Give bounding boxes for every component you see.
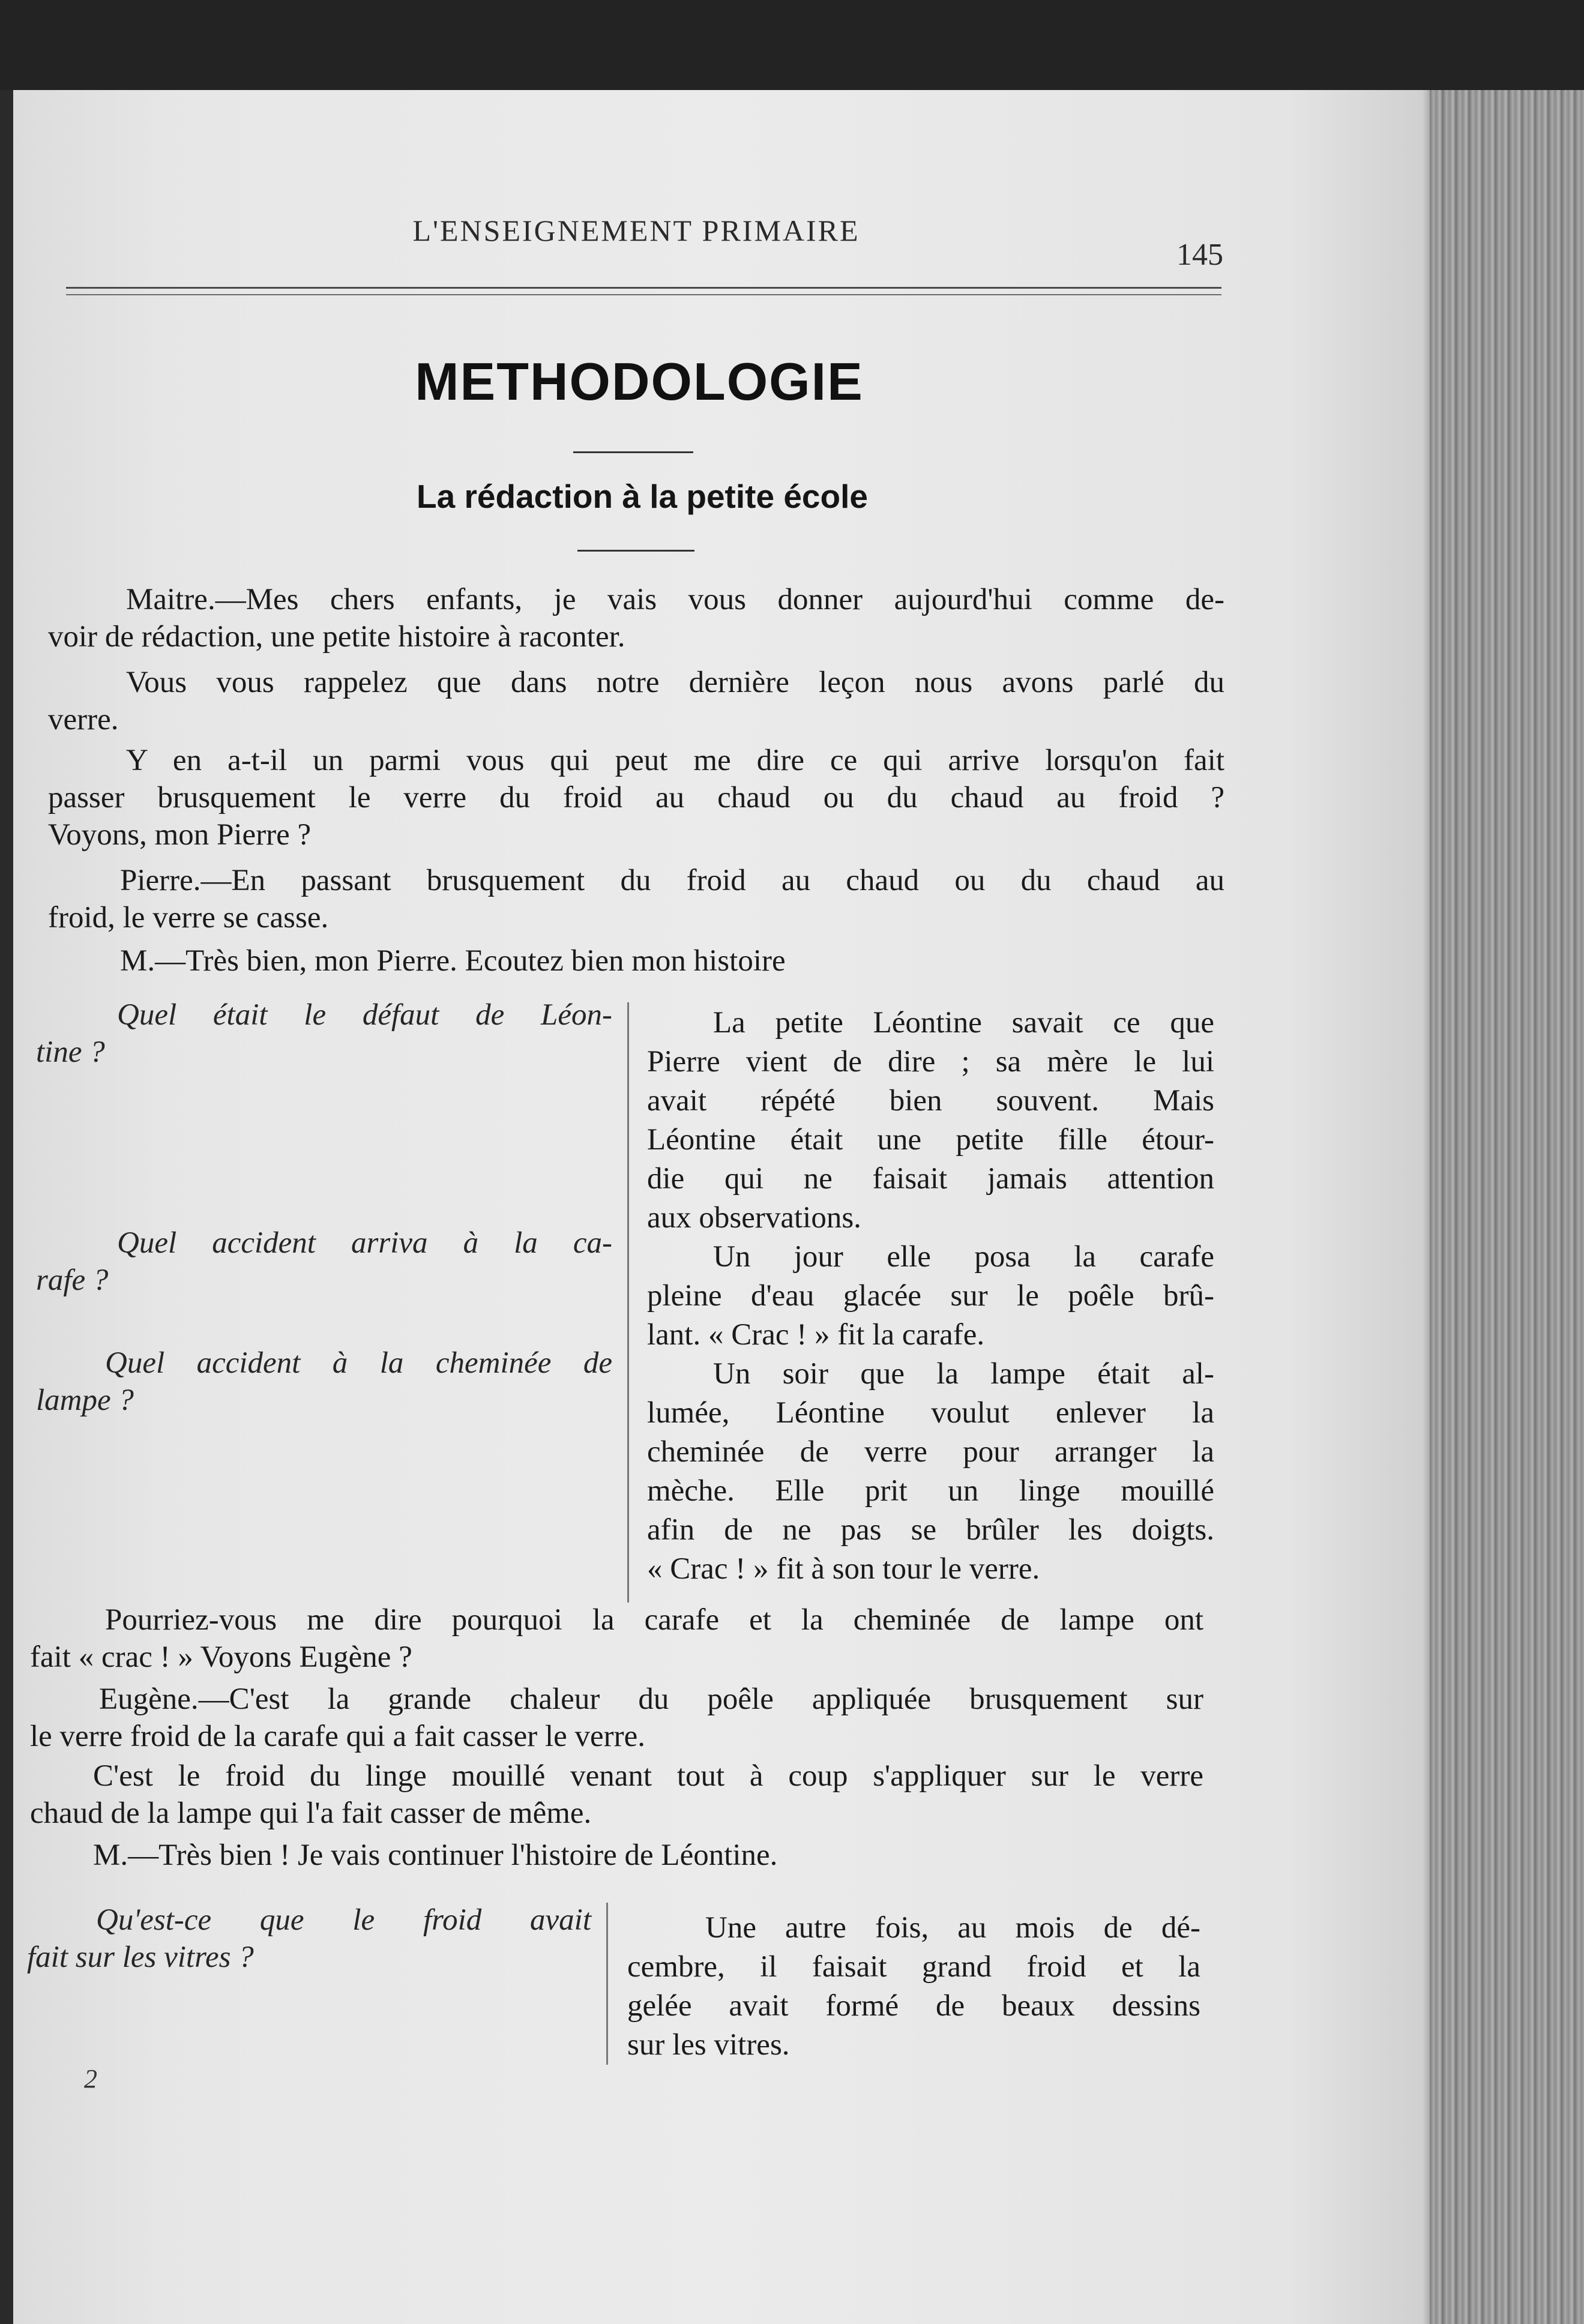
paragraph-histoire — [48, 942, 1224, 980]
margin-question — [27, 1901, 591, 1976]
text-line: Quel accident à la cheminée de — [105, 1346, 612, 1380]
text-line: Un jour elle posa la carafe — [713, 1240, 1214, 1274]
text-line: rafe ? — [36, 1263, 109, 1297]
paragraph-pierre — [48, 862, 1224, 936]
text-line: C'est le froid du linge mouillé venant tout à coup s'appliquer sur le verre — [93, 1759, 1203, 1793]
text-line: passer brusquement le verre du froid au chaud ou du chaud au froid ? — [48, 781, 1224, 814]
title-rule — [573, 451, 693, 453]
margin-question — [36, 1344, 612, 1419]
text-line: mèche. Elle prit un linge mouillé — [647, 1474, 1214, 1508]
text-line: Voyons, mon Pierre ? — [48, 818, 312, 852]
section-title: METHODOLOGIE — [415, 352, 864, 411]
paragraph-pourquoi — [30, 1601, 1203, 1676]
story-column — [647, 1004, 1214, 1589]
text-line: gelée avait formé de beaux dessins — [627, 1989, 1200, 2023]
text-line: Un soir que la lampe était al- — [713, 1357, 1214, 1391]
text-line: voir de rédaction, une petite histoire à raconter. — [48, 620, 625, 654]
text-line: Maitre.—Mes chers enfants, je vais vous donner aujourd'hui comme de- — [126, 583, 1224, 616]
text-line: chaud de la lampe qui l'a fait casser de même. — [30, 1796, 592, 1830]
text-line: M.—Très bien, mon Pierre. Ecoutez bien mon histoire — [120, 944, 786, 978]
text-line: fait sur les vitres ? — [27, 1940, 254, 1974]
text-line: Pierre vient de dire ; sa mère le lui — [647, 1045, 1214, 1079]
text-line: M.—Très bien ! Je vais continuer l'histoire de Léontine. — [93, 1838, 778, 1872]
text-line: lampe ? — [36, 1383, 134, 1417]
paragraph-froid-linge — [30, 1757, 1203, 1832]
text-line: Léontine était une petite fille étour- — [647, 1123, 1214, 1157]
running-head: L'ENSEIGNEMENT PRIMAIRE — [412, 214, 860, 247]
text-line: verre. — [48, 703, 119, 736]
text-line: cheminée de verre pour arranger la — [647, 1435, 1214, 1469]
paragraph-verre — [48, 664, 1224, 738]
text-line: le verre froid de la carafe qui a fait casser le verre. — [30, 1720, 646, 1753]
text-line: die qui ne faisait jamais attention — [647, 1162, 1214, 1196]
text-line: froid, le verre se casse. — [48, 901, 329, 935]
text-line: pleine d'eau glacée sur le poêle brû- — [647, 1279, 1214, 1313]
text-line: tine ? — [36, 1035, 105, 1069]
margin-question — [36, 996, 612, 1071]
text-line: lumée, Léontine voulut enlever la — [647, 1396, 1214, 1430]
text-line: lant. « Crac ! » fit la carafe. — [647, 1318, 985, 1352]
text-line: Quel était le défaut de Léon- — [117, 998, 612, 1032]
header-double-rule — [66, 287, 1221, 295]
text-line: avait répété bien souvent. Mais — [647, 1084, 1214, 1118]
text-line: Pourriez-vous me dire pourquoi la carafe et la cheminée de lampe ont — [105, 1603, 1203, 1637]
text-line: fait « crac ! » Voyons Eugène ? — [30, 1640, 412, 1674]
text-line: aux observations. — [647, 1201, 861, 1235]
text-line: Pierre.—En passant brusquement du froid au chaud ou du chaud au — [120, 864, 1224, 897]
text-line: sur les vitres. — [627, 2028, 790, 2062]
text-line: Vous vous rappelez que dans notre dernière leçon nous avons parlé du — [126, 666, 1224, 699]
text-line: afin de ne pas se brûler les doigts. — [647, 1513, 1214, 1547]
article-subtitle: La rédaction à la petite école — [417, 478, 868, 515]
text-line: « Crac ! » fit à son tour le verre. — [647, 1552, 1040, 1586]
column-divider — [627, 1002, 629, 1603]
text-line: Une autre fois, au mois de dé- — [705, 1911, 1200, 1945]
text-line: Quel accident arriva à la ca- — [117, 1226, 612, 1260]
text-line: La petite Léontine savait ce que — [713, 1006, 1214, 1040]
signature-mark: 2 — [84, 2064, 97, 2094]
paragraph-maitre — [48, 581, 1224, 655]
subtitle-rule — [577, 550, 694, 552]
paragraph-eugene — [30, 1681, 1203, 1755]
text-line: Qu'est-ce que le froid avait — [96, 1903, 591, 1937]
text-line: Eugène.—C'est la grande chaleur du poêle appliquée brusquement sur — [99, 1682, 1203, 1716]
margin-question — [36, 1224, 612, 1299]
text-line: cembre, il faisait grand froid et la — [627, 1950, 1200, 1984]
text-line: Y en a-t-il un parmi vous qui peut me dire ce qui arrive lorsqu'on fait — [126, 744, 1224, 777]
column-divider — [606, 1903, 608, 2065]
paragraph-question — [48, 742, 1224, 853]
paragraph-continuer — [30, 1837, 1203, 1874]
page-number: 145 — [1176, 238, 1223, 272]
story-column — [627, 1909, 1200, 2065]
